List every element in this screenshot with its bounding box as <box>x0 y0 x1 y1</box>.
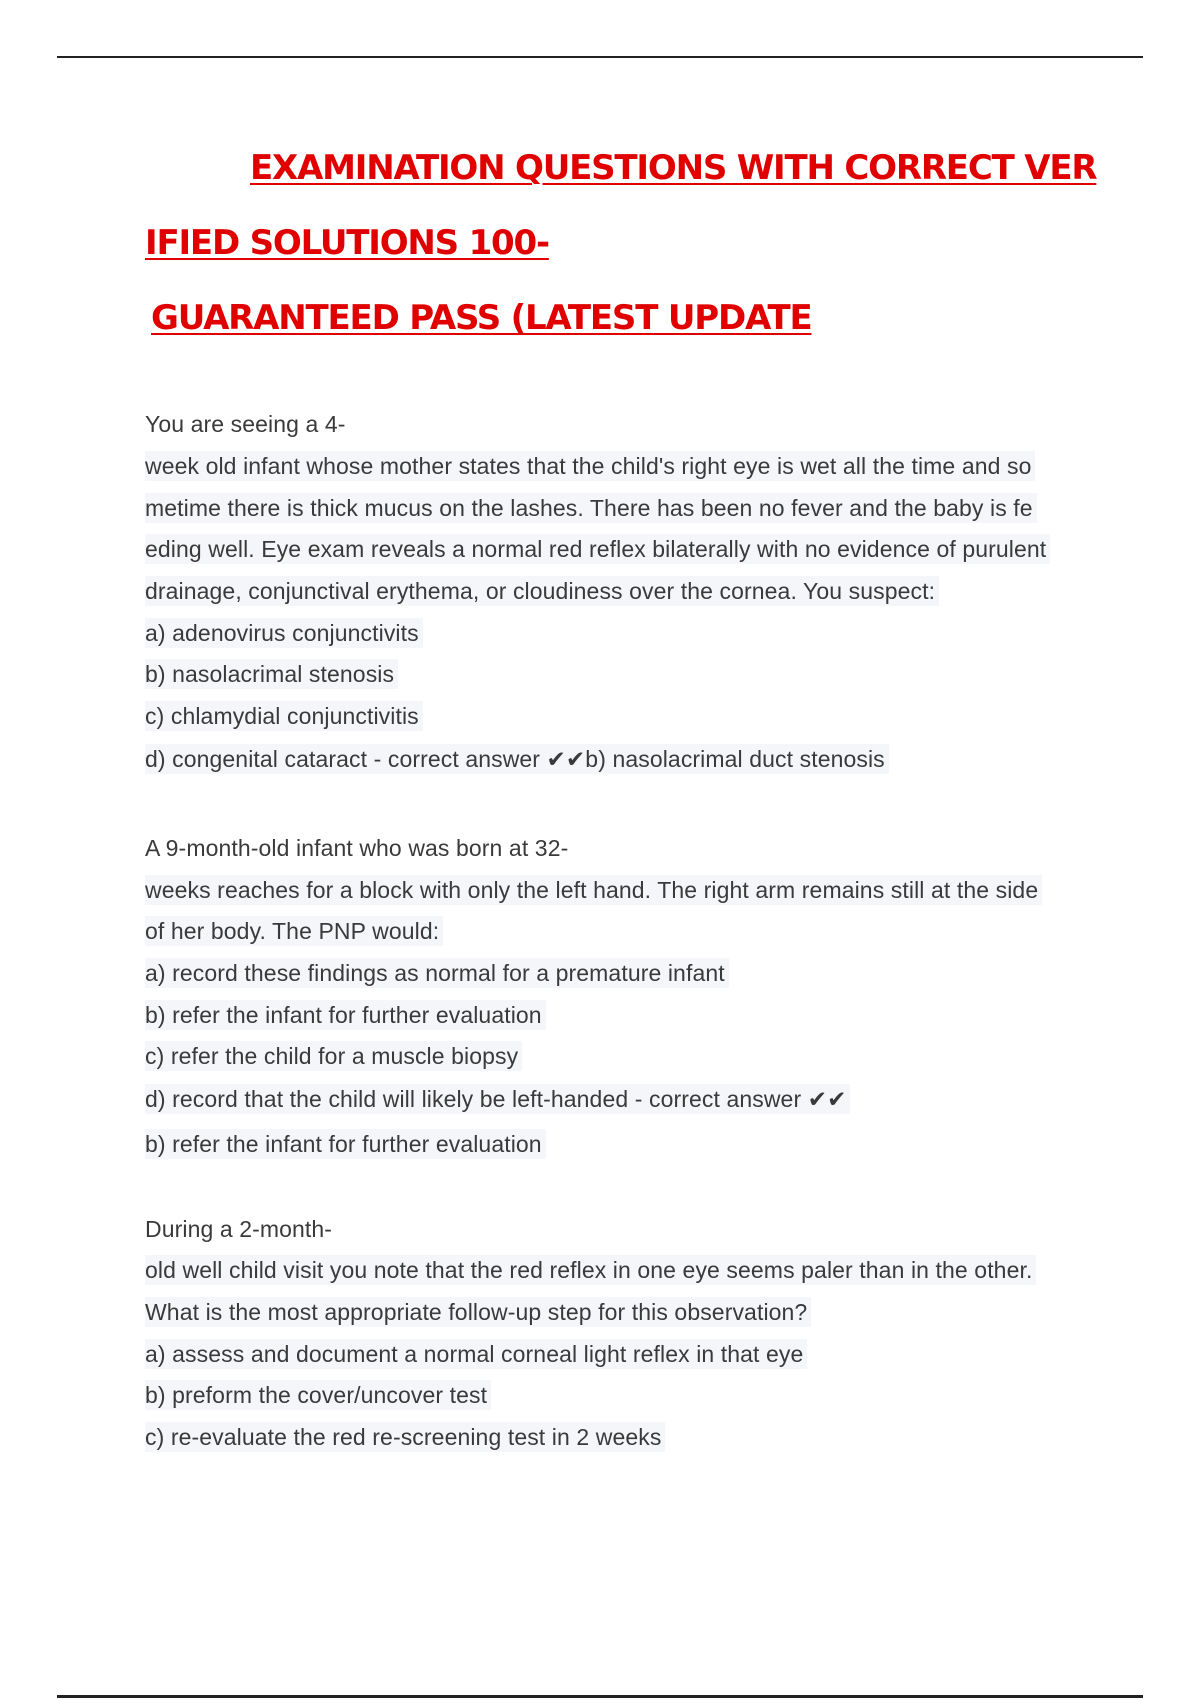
question-2-option-a: a) record these findings as normal for a premature infant <box>145 960 729 987</box>
question-3-option-a: a) assess and document a normal corneal light reflex in that eye <box>145 1341 807 1368</box>
document-title-line-1: EXAMINATION QUESTIONS WITH CORRECT VER <box>250 148 1097 188</box>
question-2-answer: b) refer the infant for further evaluation <box>145 1131 546 1158</box>
top-rule <box>57 56 1143 58</box>
question-2-option-c: c) refer the child for a muscle biopsy <box>145 1043 522 1070</box>
question-3-line: During a 2-month- <box>145 1216 333 1242</box>
question-1-line: metime there is thick mucus on the lashes. There has been no fever and the baby is fe <box>145 495 1037 522</box>
question-1-option-b: b) nasolacrimal stenosis <box>145 661 398 688</box>
question-1-option-a: a) adenovirus conjunctivits <box>145 620 423 647</box>
question-1-line: week old infant whose mother states that the child's right eye is wet all the time and so <box>145 453 1035 480</box>
question-1-line: drainage, conjunctival erythema, or cloudiness over the cornea. You suspect: <box>145 578 939 605</box>
question-3-line: What is the most appropriate follow-up step for this observation? <box>145 1299 811 1326</box>
question-1-line: You are seeing a 4- <box>145 411 346 437</box>
bottom-rule <box>57 1695 1143 1698</box>
question-3-option-b: b) preform the cover/uncover test <box>145 1382 491 1409</box>
question-2-line: weeks reaches for a block with only the left hand. The right arm remains still at the side <box>145 877 1042 904</box>
question-3-line: old well child visit you note that the red reflex in one eye seems paler than in the other. <box>145 1257 1036 1284</box>
question-1-answer: d) congenital cataract - correct answer ✔✔b) nasolacrimal duct stenosis <box>145 746 889 773</box>
question-2-line: of her body. The PNP would: <box>145 918 443 945</box>
document-title-line-3: GUARANTEED PASS (LATEST UPDATE <box>151 298 812 338</box>
document-title-line-2: IFIED SOLUTIONS 100- <box>145 223 549 263</box>
question-2-option-d: d) record that the child will likely be left-handed - correct answer ✔✔ <box>145 1086 850 1113</box>
question-1-option-c: c) chlamydial conjunctivitis <box>145 703 423 730</box>
question-1-line: eding well. Eye exam reveals a normal red reflex bilaterally with no evidence of purulent <box>145 536 1050 563</box>
question-3-option-c: c) re-evaluate the red re-screening test in 2 weeks <box>145 1424 665 1451</box>
question-2-option-b: b) refer the infant for further evaluation <box>145 1002 546 1029</box>
question-2-line: A 9-month-old infant who was born at 32- <box>145 835 569 861</box>
